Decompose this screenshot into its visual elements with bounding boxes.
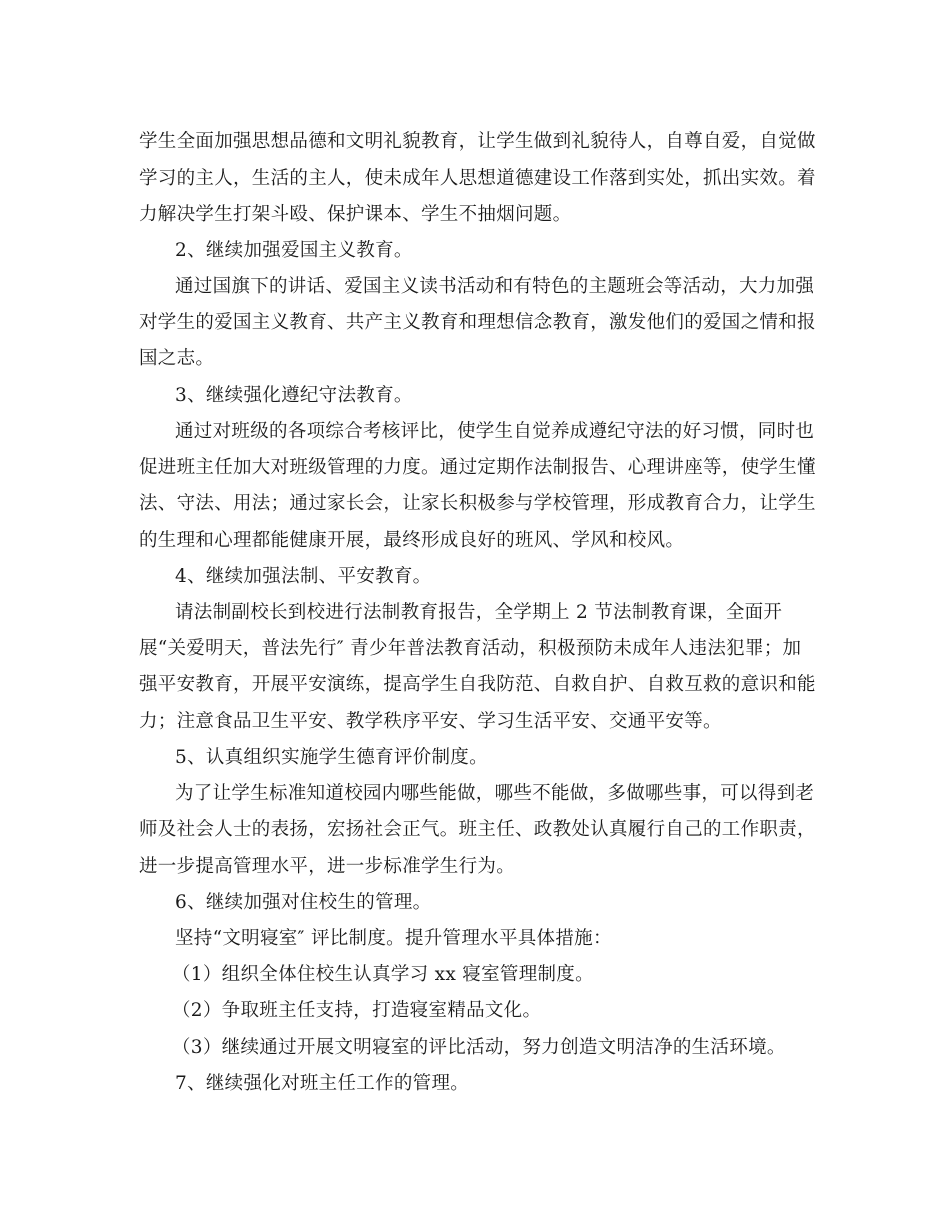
body-text-line: 通过国旗下的讲话、爱国主义读书活动和有特色的主题班会等活动，大力加强	[175, 276, 815, 297]
body-text-line: 学生全面加强思想品德和文明礼貌教育，让学生做到礼貌待人，自尊自爱，自觉做	[139, 131, 816, 152]
list-item: （1）组织全体住校生认真学习 xx 寝室管理制度。	[172, 964, 594, 985]
section-heading-6: 6、继续加强对住校生的管理。	[175, 892, 432, 913]
section-heading-7: 7、继续强化对班主任工作的管理。	[175, 1073, 470, 1094]
body-text-line: 力解决学生打架斗殴、保护课本、学生不抽烟问题。	[139, 204, 572, 225]
list-item: （3）继续通过开展文明寝室的评比活动，努力创造文明洁净的生活环境。	[172, 1037, 786, 1058]
body-text-line: 促进班主任加大对班级管理的力度。通过定期作法制报告、心理讲座等，使学生懂	[139, 457, 816, 478]
body-text-line: 的生理和心理都能健康开展，最终形成良好的班风、学风和校风。	[139, 530, 685, 551]
body-text-line: 展“关爱明天，普法先行″ 青少年普法教育活动，积极预防未成年人违法犯罪；加	[139, 638, 802, 659]
body-text-line: 力；注意食品卫生平安、教学秩序平安、学习生活平安、交通平安等。	[139, 711, 722, 732]
body-text-line: 坚持“文明寝室″ 评比制度。提升管理水平具体措施：	[175, 928, 612, 949]
body-text-line: 通过对班级的各项综合考核评比，使学生自觉养成遵纪守法的好习惯，同时也	[175, 421, 815, 442]
section-heading-2: 2、继续加强爱国主义教育。	[175, 240, 413, 261]
body-text-line: 学习的主人，生活的主人，使未成年人思想道德建设工作落到实处，抓出实效。着	[139, 168, 816, 189]
body-text-line: 为了让学生标准知道校园内哪些能做，哪些不能做，多做哪些事，可以得到老	[175, 783, 815, 804]
body-text-line: 国之志。	[139, 348, 215, 369]
section-heading-5: 5、认真组织实施学生德育评价制度。	[175, 747, 488, 768]
body-text-line: 强平安教育，开展平安演练，提高学生自我防范、自救自护、自救互救的意识和能	[139, 674, 816, 695]
body-text-line: 进一步提高管理水平，进一步标准学生行为。	[139, 856, 516, 877]
section-heading-4: 4、继续加强法制、平安教育。	[175, 566, 432, 587]
section-heading-3: 3、继续强化遵纪守法教育。	[175, 385, 413, 406]
body-text-line: 法、守法、用法；通过家长会，让家长积极参与学校管理，形成教育合力，让学生	[139, 493, 816, 514]
body-text-line: 师及社会人士的表扬，宏扬社会正气。班主任、政教处认真履行自己的工作职责，	[139, 819, 816, 840]
list-item: （2）争取班主任支持，打造寝室精品文化。	[172, 1000, 542, 1021]
body-text-line: 对学生的爱国主义教育、共产主义教育和理想信念教育，激发他们的爱国之情和报	[139, 312, 816, 333]
body-text-line: 请法制副校长到校进行法制教育报告，全学期上 2 节法制教育课，全面开	[175, 602, 783, 623]
